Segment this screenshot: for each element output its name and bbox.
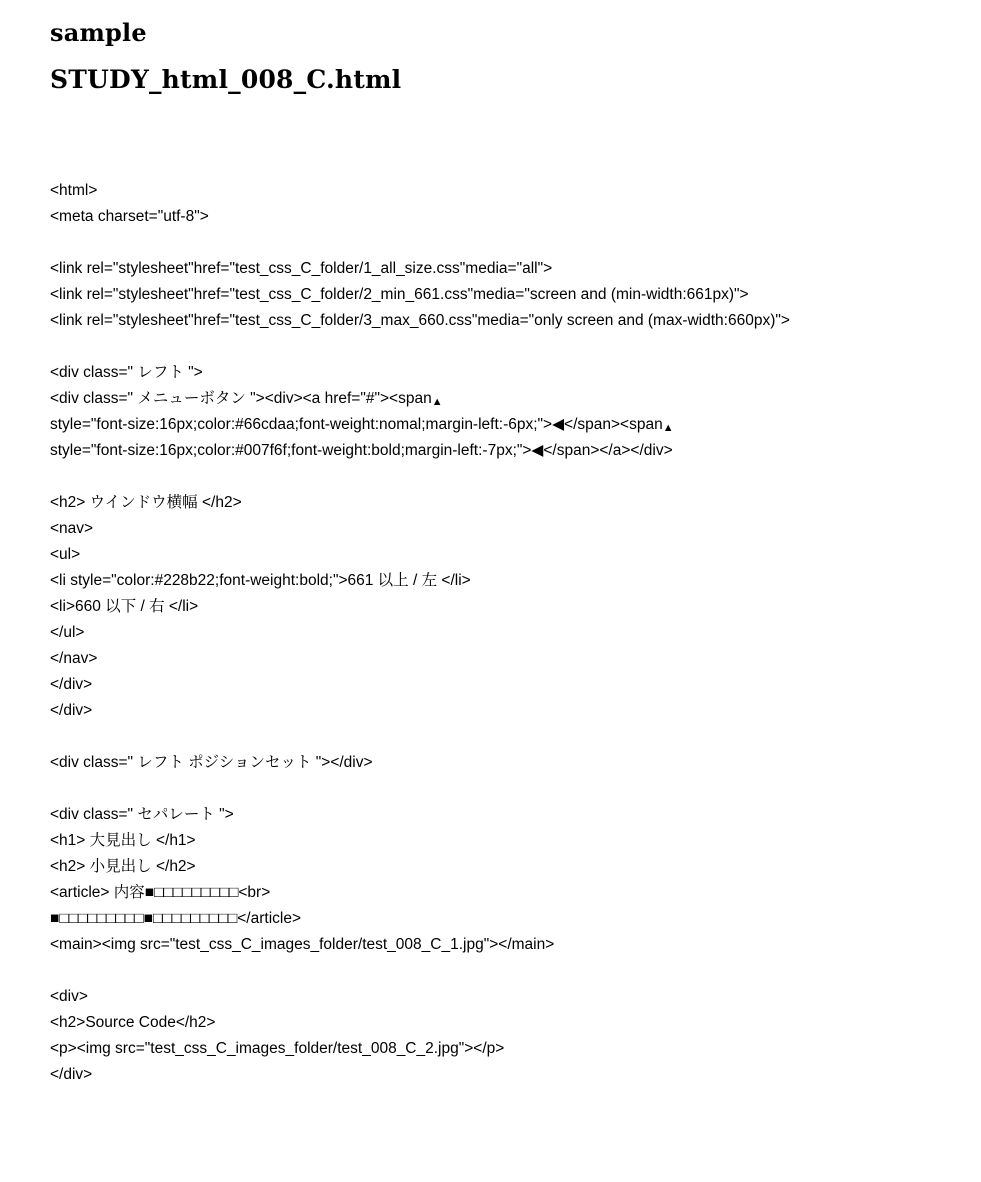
code-line: </ul> xyxy=(50,624,85,641)
document-title: sample xyxy=(50,18,147,47)
code-blank-line xyxy=(50,776,980,802)
code-line: style="font-size:16px;color:#66cdaa;font-weight:nomal;margin-left:-6px;">◀</span><span▲ xyxy=(50,416,674,434)
code-blank-line xyxy=(50,958,980,984)
code-line: <li>660 以下 / 右 </li> xyxy=(50,598,199,615)
code-line: style="font-size:16px;color:#007f6f;font-weight:bold;margin-left:-7px;">◀</span></a></div> xyxy=(50,442,673,459)
code-blank-line xyxy=(50,464,980,490)
code-line: <div> xyxy=(50,988,88,1005)
code-line: <ul> xyxy=(50,546,81,563)
code-line: <main><img src="test_css_C_images_folder/test_008_C_1.jpg"></main> xyxy=(50,936,555,953)
code-line: <meta charset="utf-8"> xyxy=(50,208,209,225)
document-filename: STUDY_html_008_C.html xyxy=(50,65,402,94)
code-line: <h1> 大見出し </h1> xyxy=(50,832,196,849)
code-line: <link rel="stylesheet"href="test_css_C_folder/3_max_660.css"media="only screen and (max-width:660px)"> xyxy=(50,312,790,329)
source-code-block xyxy=(50,178,980,1088)
code-line: <div class=" セパレート "> xyxy=(50,806,234,823)
code-line: ■□□□□□□□□□■□□□□□□□□□</article> xyxy=(50,910,301,927)
code-line: <h2>Source Code</h2> xyxy=(50,1014,216,1031)
code-line: </div> xyxy=(50,702,93,719)
code-blank-line xyxy=(50,334,980,360)
code-line: </nav> xyxy=(50,650,98,667)
code-blank-line xyxy=(50,724,980,750)
code-line: </div> xyxy=(50,1066,93,1083)
code-line: <link rel="stylesheet"href="test_css_C_folder/2_min_661.css"media="screen and (min-width:661px)"> xyxy=(50,286,749,303)
code-line: <div class=" レフト ポジションセット "></div> xyxy=(50,754,373,771)
code-line: <html> xyxy=(50,182,98,199)
code-line: <div class=" メニューボタン "><div><a href="#"><span▲ xyxy=(50,390,443,408)
code-line: <h2> 小見出し </h2> xyxy=(50,858,196,875)
code-line: <p><img src="test_css_C_images_folder/test_008_C_2.jpg"></p> xyxy=(50,1040,505,1057)
code-line: <article> 内容■□□□□□□□□□<br> xyxy=(50,884,271,901)
code-line: </div> xyxy=(50,676,93,693)
code-line: <nav> xyxy=(50,520,94,537)
code-line: <div class=" レフト "> xyxy=(50,364,203,381)
code-line: <link rel="stylesheet"href="test_css_C_folder/1_all_size.css"media="all"> xyxy=(50,260,553,277)
line-wrap-marker-icon: ▲ xyxy=(662,422,674,434)
line-wrap-marker-icon: ▲ xyxy=(431,396,443,408)
code-blank-line xyxy=(50,230,980,256)
code-line: <li style="color:#228b22;font-weight:bold;">661 以上 / 左 </li> xyxy=(50,572,471,589)
code-line: <h2> ウインドウ横幅 </h2> xyxy=(50,494,242,511)
